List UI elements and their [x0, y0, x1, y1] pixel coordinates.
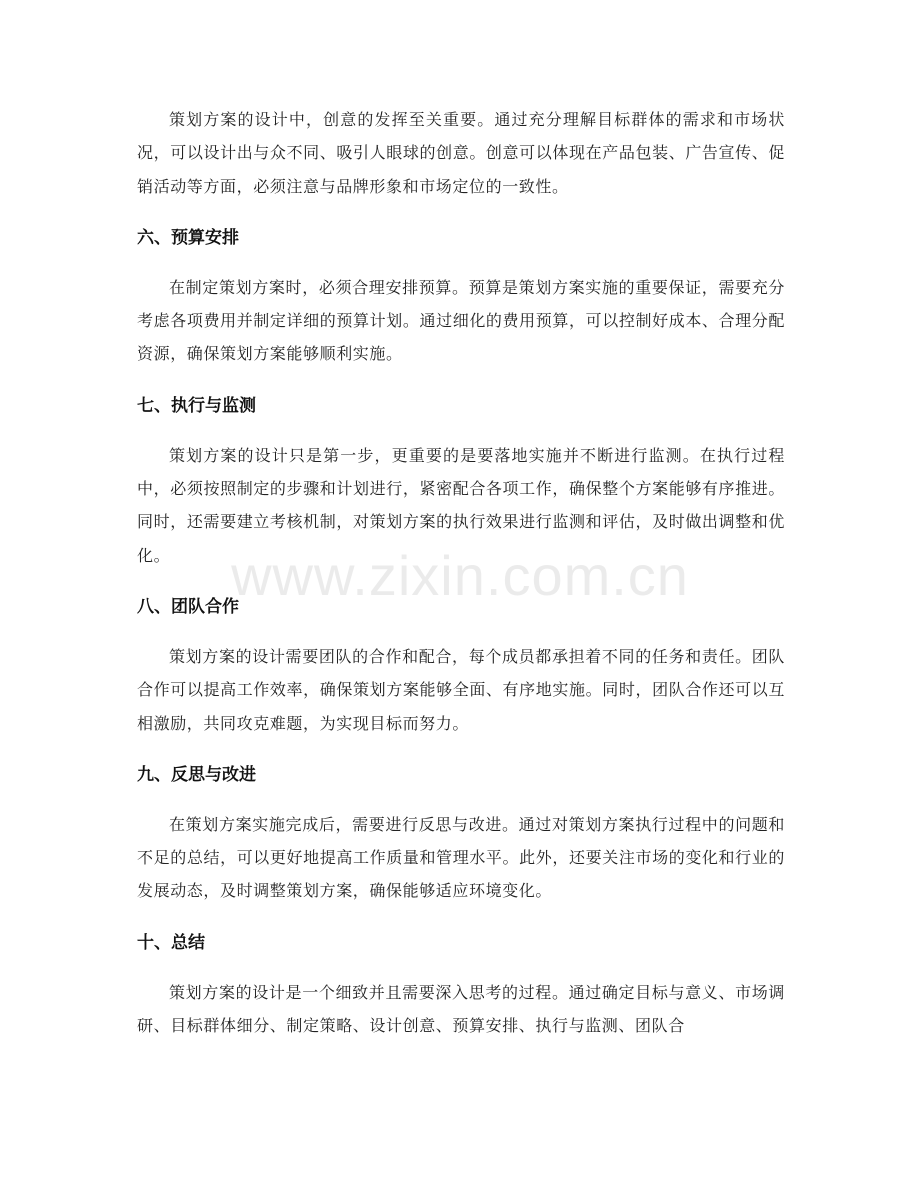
paragraph-creative: 策划方案的设计中，创意的发挥至关重要。通过充分理解目标群体的需求和市场状况，可以设计出与众不同、吸引人眼球的创意。创意可以体现在产品包装、广告宣传、促销活动等方面，必须注意与品牌形象和市场定位的一致性。 [137, 110, 785, 196]
paragraph-budget: 在制定策划方案时，必须合理安排预算。预算是策划方案实施的重要保证，需要充分考虑各项费用并制定详细的预算计划。通过细化的费用预算，可以控制好成本、合理分配资源，确保策划方案能够顺利实施。 [137, 277, 785, 364]
paragraph-summary: 策划方案的设计是一个细致并且需要深入思考的过程。通过确定目标与意义、市场调研、目标群体细分、制定策略、设计创意、预算安排、执行与监测、团队合 [137, 982, 785, 1036]
paragraph-teamwork: 策划方案的设计需要团队的合作和配合，每个成员都承担着不同的任务和责任。团队合作可以提高工作效率，确保策划方案能够全面、有序地实施。同时，团队合作还可以互相激励，共同攻克难题，为实现目标而努力。 [137, 646, 785, 733]
document-body [137, 103, 785, 1042]
watermark: www.zixin.com.cn [231, 544, 689, 607]
paragraph-execution: 策划方案的设计只是第一步，更重要的是要落地实施并不断进行监测。在执行过程中，必须按照制定的步骤和计划进行，紧密配合各项工作，确保整个方案能够有序推进。同时，还需要建立考核机制，对策划方案的执行效果进行监测和评估，及时做出调整和优化。 [137, 445, 785, 565]
heading-budget: 六、预算安排 [137, 227, 239, 248]
heading-summary: 十、总结 [137, 932, 205, 953]
heading-reflection: 九、反思与改进 [137, 764, 256, 785]
heading-execution: 七、执行与监测 [137, 395, 256, 416]
heading-teamwork: 八、团队合作 [137, 596, 239, 617]
paragraph-reflection: 在策划方案实施完成后，需要进行反思与改进。通过对策划方案执行过程中的问题和不足的总结，可以更好地提高工作质量和管理水平。此外，还要关注市场的变化和行业的发展动态，及时调整策划方案，确保能够适应环境变化。 [137, 814, 785, 901]
